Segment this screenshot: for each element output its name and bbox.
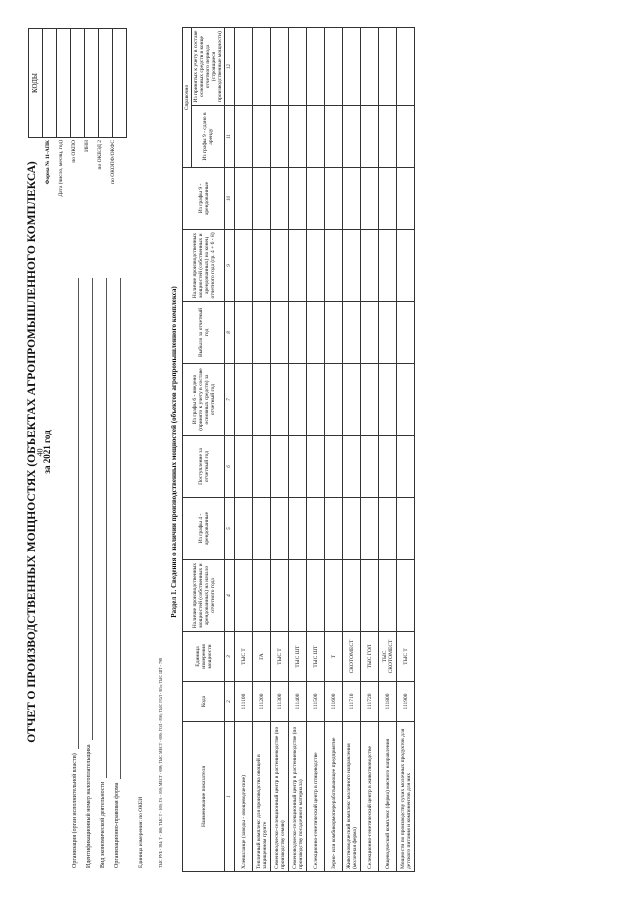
column-number: 11 xyxy=(225,106,235,168)
table-row xyxy=(289,28,307,872)
value-input-cell[interactable] xyxy=(379,560,397,632)
org-field-row xyxy=(68,278,82,868)
org-field-line[interactable] xyxy=(110,278,121,779)
value-input-cell[interactable] xyxy=(397,302,415,364)
value-input-cell[interactable] xyxy=(307,364,325,436)
row-code-cell: 111100 xyxy=(235,682,253,722)
row-code-cell: 111720 xyxy=(361,682,379,722)
value-input-cell[interactable] xyxy=(379,168,397,230)
code-cell[interactable] xyxy=(43,29,57,137)
row-name-cell: Тепличный комплекс для производства овощей в защищенном грунте xyxy=(253,722,271,872)
value-input-cell[interactable] xyxy=(271,436,289,498)
organization-fields xyxy=(68,278,124,868)
value-input-cell[interactable] xyxy=(361,498,379,560)
value-input-cell[interactable] xyxy=(397,436,415,498)
value-input-cell[interactable] xyxy=(253,364,271,436)
row-unit-cell: СКОТОМЕСТ xyxy=(343,632,361,682)
row-name-cell: Семеноводческо-селекционный центр в растениеводстве (по производству посадочного материала) xyxy=(289,722,307,872)
rotated-form-sheet xyxy=(20,22,620,882)
column-header: Из графы 6 - введено (принято к учету в составе основных средств) за отчетный год xyxy=(183,364,225,436)
value-input-cell[interactable] xyxy=(379,230,397,302)
row-name-cell: Зерно- или комбикормоперерабатывающее предприятие xyxy=(325,722,343,872)
row-name-cell: Хлевшлаице (заводы - овощеводческие) xyxy=(235,722,253,872)
column-header: Наименование показателя xyxy=(183,722,225,872)
table-row xyxy=(379,28,397,872)
value-input-cell[interactable] xyxy=(397,106,415,168)
column-header: Из графы 9 - сдано в аренду xyxy=(192,106,225,168)
value-input-cell[interactable] xyxy=(325,302,343,364)
column-header: Наличие производственных мощностей (собственных и арендованных) на начало отчетного года xyxy=(183,560,225,632)
column-number: 9 xyxy=(225,230,235,302)
value-input-cell[interactable] xyxy=(253,230,271,302)
form-label: по ОКВЭД 2 xyxy=(97,140,103,170)
value-input-cell[interactable] xyxy=(325,560,343,632)
value-input-cell[interactable] xyxy=(271,302,289,364)
table-row xyxy=(325,28,343,872)
report-subtitle: за 2021 год xyxy=(42,430,52,474)
value-input-cell[interactable] xyxy=(289,560,307,632)
value-input-cell[interactable] xyxy=(289,168,307,230)
value-input-cell[interactable] xyxy=(361,168,379,230)
code-cell[interactable] xyxy=(113,29,126,137)
value-input-cell[interactable] xyxy=(271,28,289,106)
column-header: Из графы 4 - арендованные xyxy=(183,498,225,560)
column-header: Из графы 9 - арендованные xyxy=(183,168,225,230)
column-number: 8 xyxy=(225,302,235,364)
value-input-cell[interactable] xyxy=(361,436,379,498)
codes-header: КОДЫ xyxy=(29,29,43,137)
value-input-cell[interactable] xyxy=(325,498,343,560)
value-input-cell[interactable] xyxy=(397,28,415,106)
value-input-cell[interactable] xyxy=(253,168,271,230)
table-row xyxy=(307,28,325,872)
org-field-label: Организация (орган исполнительной власти) xyxy=(72,753,78,868)
reference-header: Справочно xyxy=(183,28,192,168)
org-field-line[interactable] xyxy=(68,278,79,749)
row-name-cell: Животноводческий комплекс молочного направления (молочная ферма) xyxy=(343,722,361,872)
code-cell[interactable] xyxy=(85,29,99,137)
column-number: 6 xyxy=(225,436,235,498)
section-title: Раздел 1. Сведения о наличии производственных мощностей (объектов агропромышленного комплекса) xyxy=(170,286,178,618)
value-input-cell[interactable] xyxy=(379,498,397,560)
table-row xyxy=(397,28,415,872)
value-input-cell[interactable] xyxy=(397,230,415,302)
org-field-row xyxy=(82,278,96,868)
value-input-cell[interactable] xyxy=(289,28,307,106)
value-input-cell[interactable] xyxy=(307,436,325,498)
code-cell[interactable] xyxy=(57,29,71,137)
column-number-row xyxy=(225,28,235,872)
value-input-cell[interactable] xyxy=(343,498,361,560)
column-number: 2 xyxy=(225,682,235,722)
row-unit-cell: ТЫС СКОТОМЕСТ xyxy=(379,632,397,682)
value-input-cell[interactable] xyxy=(307,302,325,364)
value-input-cell[interactable] xyxy=(379,106,397,168)
value-input-cell[interactable] xyxy=(253,106,271,168)
value-input-cell[interactable] xyxy=(379,364,397,436)
value-input-cell[interactable] xyxy=(235,436,253,498)
table-header-row xyxy=(183,28,192,872)
row-code-cell: 111400 xyxy=(289,682,307,722)
value-input-cell[interactable] xyxy=(343,436,361,498)
value-input-cell[interactable] xyxy=(235,498,253,560)
value-input-cell[interactable] xyxy=(325,28,343,106)
value-input-cell[interactable] xyxy=(307,168,325,230)
value-input-cell[interactable] xyxy=(397,168,415,230)
value-input-cell[interactable] xyxy=(361,28,379,106)
row-unit-cell: ТЫС ГОЛ xyxy=(361,632,379,682)
value-input-cell[interactable] xyxy=(271,498,289,560)
column-number: 3 xyxy=(225,632,235,682)
page-number: 40 xyxy=(35,448,45,457)
value-input-cell[interactable] xyxy=(361,106,379,168)
row-name-cell: Семеноводческо-селекционный центр в растениеводстве (по производству семян) xyxy=(271,722,289,872)
value-input-cell[interactable] xyxy=(235,560,253,632)
code-cell[interactable] xyxy=(99,29,113,137)
value-input-cell[interactable] xyxy=(253,302,271,364)
org-field-line[interactable] xyxy=(96,278,107,778)
value-input-cell[interactable] xyxy=(307,28,325,106)
value-input-cell[interactable] xyxy=(289,230,307,302)
row-name-cell: Селекционно-генетический центр в птицеводстве xyxy=(307,722,325,872)
value-input-cell[interactable] xyxy=(343,168,361,230)
value-input-cell[interactable] xyxy=(361,230,379,302)
column-header: Поступление за отчетный год xyxy=(183,436,225,498)
value-input-cell[interactable] xyxy=(325,436,343,498)
column-header: Из принятых к учету в составе основных средств в конце отчетного периода (строящиеся производственные мощности) xyxy=(192,28,225,106)
column-header: Выбыло за отчетный год xyxy=(183,302,225,364)
table-row xyxy=(253,28,271,872)
column-number: 1 xyxy=(225,722,235,872)
row-code-cell: 111900 xyxy=(397,682,415,722)
value-input-cell[interactable] xyxy=(271,364,289,436)
value-input-cell[interactable] xyxy=(235,302,253,364)
value-input-cell[interactable] xyxy=(343,302,361,364)
value-input-cell[interactable] xyxy=(307,498,325,560)
value-input-cell[interactable] xyxy=(307,230,325,302)
value-input-cell[interactable] xyxy=(325,168,343,230)
org-field-label: Идентификационный номер налогоплательщика xyxy=(86,744,92,868)
row-unit-cell: ТЫС ШТ xyxy=(289,632,307,682)
value-input-cell[interactable] xyxy=(253,498,271,560)
row-code-cell: 111800 xyxy=(379,682,397,722)
value-input-cell[interactable] xyxy=(235,168,253,230)
value-input-cell[interactable] xyxy=(343,230,361,302)
value-input-cell[interactable] xyxy=(361,560,379,632)
row-unit-cell: ТЫС Т xyxy=(235,632,253,682)
org-field-line[interactable] xyxy=(82,278,93,740)
value-input-cell[interactable] xyxy=(235,364,253,436)
row-name-cell: Овцеводческий комплекс (ферма) мясного направления xyxy=(379,722,397,872)
value-input-cell[interactable] xyxy=(289,436,307,498)
value-input-cell[interactable] xyxy=(253,28,271,106)
value-input-cell[interactable] xyxy=(343,560,361,632)
row-code-cell: 111710 xyxy=(343,682,361,722)
value-input-cell[interactable] xyxy=(307,106,325,168)
row-unit-cell: ТЫС Т xyxy=(397,632,415,682)
capacity-table xyxy=(182,27,415,872)
value-input-cell[interactable] xyxy=(289,364,307,436)
value-input-cell[interactable] xyxy=(271,106,289,168)
table-row xyxy=(361,28,379,872)
report-title: ОТЧЕТ О ПРОИЗВОДСТВЕННЫХ МОЩНОСТЯХ (ОБЪЕКТАХ АГРОПРОМЫШЛЕННОГО КОМПЛЕКСА) xyxy=(26,161,38,743)
form-code-labels xyxy=(42,140,120,270)
value-input-cell[interactable] xyxy=(325,106,343,168)
value-input-cell[interactable] xyxy=(343,28,361,106)
value-input-cell[interactable] xyxy=(397,364,415,436)
row-name-cell: Селекционно-генетический центр в животноводстве xyxy=(361,722,379,872)
value-input-cell[interactable] xyxy=(397,560,415,632)
row-unit-cell: ГА xyxy=(253,632,271,682)
form-label: ИНН xyxy=(84,140,90,152)
value-input-cell[interactable] xyxy=(379,28,397,106)
value-input-cell[interactable] xyxy=(379,302,397,364)
unit-label: Единица измерения: по ОКЕИ xyxy=(138,796,144,868)
table-row xyxy=(271,28,289,872)
form-label: по ОКПО xyxy=(71,140,77,163)
unit-codes: ТЫС РУБ - 384; Т - 168; ТЫС Т - 169; ГА - 059; МЕСТ - 698; ТЫС МЕСТ - 699; ГОЛ - 836; ТЫС ГОЛ - 9Гн; ТЫС ШТ - 798 xyxy=(158,657,163,868)
form-label: Форма № 11-АПК xyxy=(45,140,51,185)
value-input-cell[interactable] xyxy=(235,106,253,168)
value-input-cell[interactable] xyxy=(271,560,289,632)
form-label: по ОКОПФ/ОКФС xyxy=(110,140,116,184)
value-input-cell[interactable] xyxy=(235,230,253,302)
value-input-cell[interactable] xyxy=(253,436,271,498)
form-label: Дата (число, месяц, год) xyxy=(58,140,64,197)
column-number: 12 xyxy=(225,28,235,106)
value-input-cell[interactable] xyxy=(361,302,379,364)
column-number: 7 xyxy=(225,364,235,436)
value-input-cell[interactable] xyxy=(361,364,379,436)
value-input-cell[interactable] xyxy=(289,498,307,560)
value-input-cell[interactable] xyxy=(379,436,397,498)
value-input-cell[interactable] xyxy=(253,560,271,632)
table-body xyxy=(235,28,415,872)
table-row xyxy=(235,28,253,872)
column-number: 4 xyxy=(225,560,235,632)
value-input-cell[interactable] xyxy=(271,168,289,230)
row-code-cell: 111500 xyxy=(307,682,325,722)
value-input-cell[interactable] xyxy=(325,230,343,302)
org-field-row xyxy=(110,278,124,868)
value-input-cell[interactable] xyxy=(235,28,253,106)
row-code-cell: 111200 xyxy=(253,682,271,722)
value-input-cell[interactable] xyxy=(289,302,307,364)
column-header: Единица измерения мощности xyxy=(183,632,225,682)
value-input-cell[interactable] xyxy=(271,230,289,302)
value-input-cell[interactable] xyxy=(343,364,361,436)
org-field-row xyxy=(96,278,110,868)
org-field-label: Организационно-правовая форма xyxy=(114,782,120,868)
value-input-cell[interactable] xyxy=(289,106,307,168)
row-unit-cell: Т xyxy=(325,632,343,682)
code-cell[interactable] xyxy=(71,29,85,137)
value-input-cell[interactable] xyxy=(307,560,325,632)
row-unit-cell: ТЫС Т xyxy=(271,632,289,682)
row-code-cell: 111600 xyxy=(325,682,343,722)
value-input-cell[interactable] xyxy=(397,498,415,560)
column-number: 10 xyxy=(225,168,235,230)
row-code-cell: 111300 xyxy=(271,682,289,722)
codes-box xyxy=(28,28,127,138)
value-input-cell[interactable] xyxy=(325,364,343,436)
table-row xyxy=(343,28,361,872)
column-number: 5 xyxy=(225,498,235,560)
org-field-label: Вид экономической деятельности xyxy=(100,781,106,868)
column-header: Наличие производственных мощностей (собственных и арендованных) на конец отчетного года (гр. 4 + 6 - 8) xyxy=(183,230,225,302)
row-name-cell: Мощности по производству сухих молочных продуктов для детского питания и компонентов для них xyxy=(397,722,415,872)
column-header: Кода xyxy=(183,682,225,722)
value-input-cell[interactable] xyxy=(343,106,361,168)
row-unit-cell: ТЫС ШТ xyxy=(307,632,325,682)
